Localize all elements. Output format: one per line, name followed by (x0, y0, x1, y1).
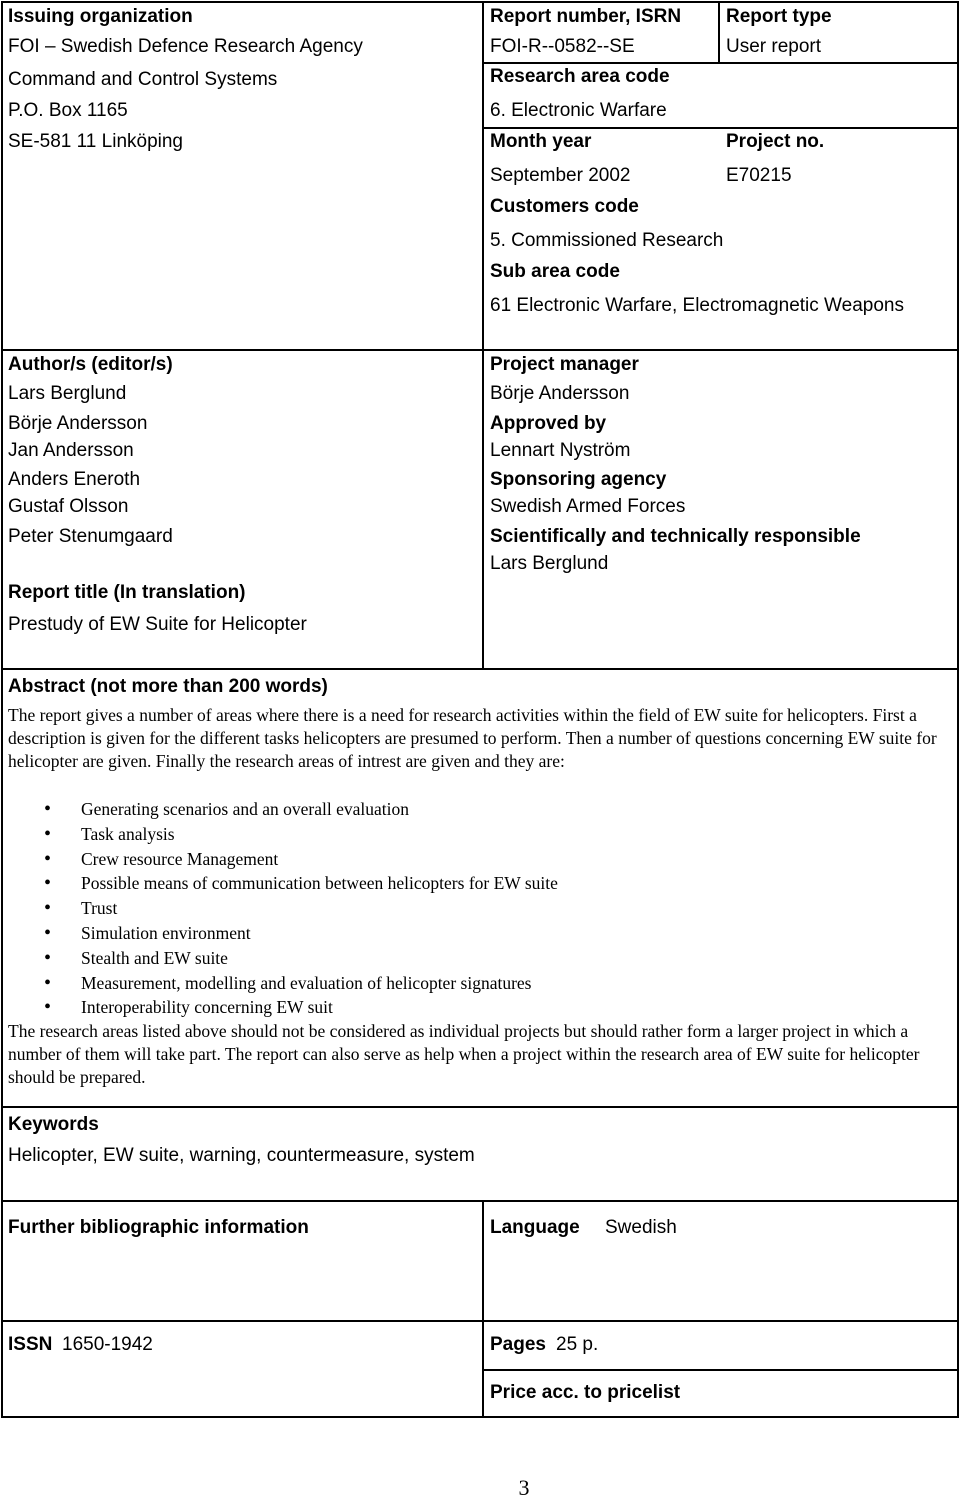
divider-research-area-bottom (483, 127, 959, 129)
further-info-label: Further bibliographic information (8, 1217, 309, 1238)
sponsoring-agency-value: Swedish Armed Forces (490, 496, 686, 517)
divider-header-bottom (1, 349, 959, 351)
col-divider-further (482, 1200, 484, 1321)
list-item: • Trust (8, 896, 558, 921)
issuing-org-line: FOI – Swedish Defence Research Agency (8, 36, 363, 57)
abstract-label: Abstract (not more than 200 words) (8, 676, 328, 697)
responsible-value: Lars Berglund (490, 553, 609, 574)
report-type-label: Report type (726, 6, 832, 27)
divider-keywords-bottom (1, 1200, 959, 1202)
issn-label: ISSN (8, 1334, 53, 1355)
report-number-label: Report number, ISRN (490, 6, 682, 27)
project-no-label: Project no. (726, 131, 825, 152)
divider-further-bottom (1, 1320, 959, 1322)
customers-code-value: 5. Commissioned Research (490, 230, 724, 251)
author-name: Lars Berglund (8, 383, 127, 404)
pages-label: Pages (490, 1334, 546, 1355)
divider-abstract-bottom (1, 1106, 959, 1108)
issuing-org-line: Command and Control Systems (8, 69, 278, 90)
keywords-value: Helicopter, EW suite, warning, countermeasure, system (8, 1145, 475, 1166)
report-title-label: Report title (In translation) (8, 582, 246, 603)
sub-area-value: 61 Electronic Warfare, Electromagnetic Weapons (490, 295, 904, 316)
border-right (957, 1, 959, 1418)
authors-label: Author/s (editor/s) (8, 354, 173, 375)
approved-by-label: Approved by (490, 413, 607, 434)
language-label: Language (490, 1217, 580, 1238)
list-item: • Stealth and EW suite (8, 946, 558, 971)
border-left (1, 1, 3, 1418)
issuing-org-line: P.O. Box 1165 (8, 100, 128, 121)
report-number-value: FOI-R--0582--SE (490, 36, 635, 57)
issuing-org-label: Issuing organization (8, 6, 193, 27)
sponsoring-agency-label: Sponsoring agency (490, 469, 667, 490)
abstract-intro: The report gives a number of areas where there is a need for research activities within the field of EW suite for helicopters. First a description is given for the different tasks helicopters are presumed to perform. Then a number of questions concerning EW suite for helicopter are given. Finally the research areas of intrest are given and they are: (8, 705, 937, 771)
list-item: • Possible means of communication between helicopters for EW suite (8, 871, 558, 896)
list-item: • Generating scenarios and an overall evaluation (8, 797, 558, 822)
author-name: Jan Andersson (8, 440, 134, 461)
col-divider-report-type (718, 1, 720, 63)
approved-by-value: Lennart Nyström (490, 440, 631, 461)
month-year-value: September 2002 (490, 165, 631, 186)
list-item: • Task analysis (8, 822, 558, 847)
month-year-label: Month year (490, 131, 592, 152)
report-type-value: User report (726, 36, 822, 57)
abstract-closing: The research areas listed above should not be considered as individual projects but should rather form a larger project in which a number of them will take part. The report can also serve as help when a project within the research area of EW suite for helicopter should be prepared. (8, 1021, 920, 1087)
col-divider-authors (482, 349, 484, 669)
keywords-label: Keywords (8, 1114, 99, 1135)
issuing-org-line: SE-581 11 Linköping (8, 131, 183, 152)
report-title-value: Prestudy of EW Suite for Helicopter (8, 614, 307, 635)
col-divider-issn (482, 1320, 484, 1418)
page-number: 3 (518, 1475, 530, 1500)
list-item: • Crew resource Management (8, 847, 558, 872)
research-area-label: Research area code (490, 66, 670, 87)
divider-report-number-bottom (483, 62, 959, 64)
list-item: • Simulation environment (8, 921, 558, 946)
pages-value: 25 p. (556, 1334, 599, 1355)
author-name: Peter Stenumgaard (8, 526, 173, 547)
divider-pages-bottom (483, 1369, 959, 1371)
author-name: Anders Eneroth (8, 469, 141, 490)
responsible-label: Scientifically and technically responsible (490, 526, 861, 547)
col-divider-header (482, 1, 484, 350)
sub-area-label: Sub area code (490, 261, 620, 282)
issn-value: 1650-1942 (62, 1334, 153, 1355)
author-name: Börje Andersson (8, 413, 148, 434)
project-manager-value: Börje Andersson (490, 383, 630, 404)
author-name: Gustaf Olsson (8, 496, 129, 517)
border-top (2, 1, 958, 3)
border-bottom (1, 1416, 959, 1418)
project-manager-label: Project manager (490, 354, 639, 375)
research-area-value: 6. Electronic Warfare (490, 100, 667, 121)
list-item: • Interoperability concerning EW suit (8, 995, 558, 1020)
research-areas-list (8, 797, 558, 1020)
divider-authors-bottom (1, 668, 959, 670)
list-item: • Measurement, modelling and evaluation of helicopter signatures (8, 971, 558, 996)
customers-code-label: Customers code (490, 196, 639, 217)
price-label: Price acc. to pricelist (490, 1382, 681, 1403)
language-value: Swedish (605, 1217, 677, 1238)
project-no-value: E70215 (726, 165, 792, 186)
